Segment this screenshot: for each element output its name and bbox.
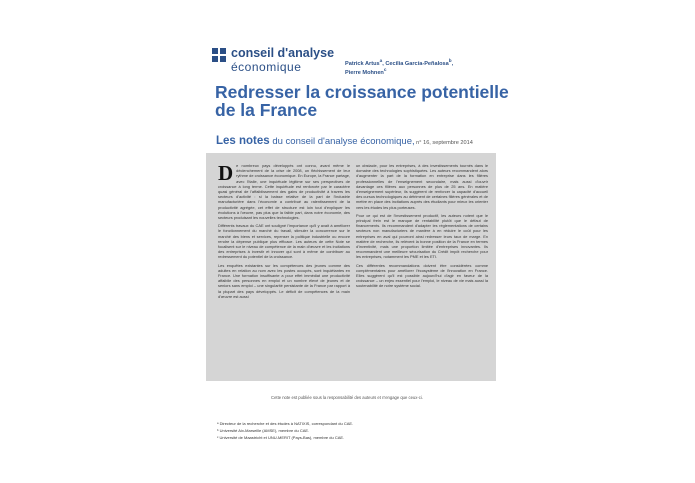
summary-box	[206, 153, 496, 381]
cae-logo	[212, 46, 352, 76]
footnote: ᶜ Université de Maastricht et UNU-MERIT (Pays-Bas), membre du CAE.	[217, 435, 345, 440]
issue-number: n° 16, septembre 2014	[414, 140, 473, 146]
page-title: Redresser la croissance potentielle de la France	[215, 82, 509, 120]
author-2: Cecilia García-Peñalosa	[385, 60, 449, 67]
summary-paragraph: De nombreux pays développés ont connu, avant même le déclenchement de la crise de 2008, un fléchissement de leur rythme de croissance économique. En Europe, la France partage, avec l'Italie, une inquiétude légitime sur ses perspectives de croissance à long terme. Cette inquiétude est renforcée par le caractère quasi général de l'affaiblissement des gains de productivité à travers les secteurs d'activité : si la baisse relative de la part de l'industrie manufacturière dans l'économie a contribué au ralentissement de la productivité agrégée, cet effet de structure est loin tout d'expliquer les évolutions à l'œuvre, pas plus que la faible part, dans notre économie, des secteurs produisant les nouvelles technologies.	[218, 161, 350, 221]
author-1: Patrick Artus	[345, 60, 380, 67]
footnote: ᵃ Directeur de la recherche et des études à NATIXIS, correspondant du CAE.	[217, 421, 354, 426]
summary-paragraph: Pour ce qui est de l'investissement productif, les auteurs notent que le principal frein est le manque de rentabilité plutôt que le défaut de financements. Ils recommandent d'adapter les réglementations de certains secteurs non manufacturiers de manière à en réduire le coût pour les entreprises en aval qui pourront ainsi redresser leurs taux de marge. En matière de recherche, ils relèvent la bonne position de la France en termes d'inventivité, mais une proportion limitée d'entreprises innovantes. Ils recommandent une meilleure sécurisation du Crédit impôt recherche pour les entreprises, notamment les PME et les ETI.	[356, 212, 488, 260]
summary-paragraph: Différents travaux du CAE ont souligné l'importance qu'il y avait à améliorer le fonctionnement du marché du travail, stimuler la concurrence sur le marché des biens et services, repenser la politique industrielle ou encore rendre la dépense publique plus efficace. Les auteurs de cette Note se focalisent sur le niveau de compétence de la main d'œuvre et les incitations des entreprises à investir et innover qui sont à même de contribuer au redressement du potentiel de la croissance.	[218, 223, 350, 260]
authors: Patrick Artus$^a$, Cecilia García-Peñalosa$^b$, Pierre Mohnen$^c$	[345, 58, 454, 77]
logo-line-1: conseil d'analyse	[231, 46, 335, 60]
dropcap: D	[218, 161, 234, 185]
series-label: Les notes	[216, 135, 270, 147]
footnotes	[217, 420, 467, 441]
footnote: ᵇ Université Aix-Marseille (AMSE), membre du CAE.	[217, 428, 310, 433]
summary-paragraph: Ces différentes recommandations doivent être considérées comme complémentaires pour améliorer l'écosystème de l'innovation en France. Elles suggèrent qu'il est possible aujourd'hui d'agir en faveur de la croissance – un enjeu essentiel pour l'emploi, le niveau de vie mais aussi la soutenabilité de notre système social.	[356, 262, 488, 289]
logo-line-2: économique	[231, 60, 302, 74]
author-3: Pierre Mohnen	[345, 70, 384, 77]
cae-logo-mark	[212, 48, 226, 62]
summary-paragraph: un obstacle, pour les entreprises, à des investissements tournés dans le domaine des technologies sophistiquées. Les auteurs recommandent alors d'augmenter la part de la formation en entreprise dans les filières professionnelles de l'enseignement secondaire, mais aussi d'ouvrir davantage ces filières aux personnes de plus de 25 ans. En matière d'enseignement supérieur, ils suggèrent de renforcer la capacité d'accueil des cursus technologiques au détriment de certaines filières générales et de mettre en place des incitations auprès des étudiants pour mieux les orienter vers les études les plus porteuses.	[356, 163, 488, 210]
summary-paragraph: Les enquêtes existantes sur les compétences des jeunes comme des adultes en relation au nom avec les postes occupés, sont inquiétantes en France. Une formation insuffisante a pour effet immédiat une productivité affaiblie des personnes en emploi et un nombre élevé de jeunes et de seniors sans emploi – une singularité persistante de la France par rapport à la plupart des pays développés. Le déficit de compétences de la main d'œuvre est aussi	[218, 262, 350, 299]
responsibility-note: Cette note est publiée sous la responsabilité des auteurs et n'engage que ceux-ci.	[271, 395, 423, 400]
series-line	[216, 135, 516, 147]
series-publisher: du conseil d'analyse économique,	[269, 136, 415, 147]
summary-column-left	[218, 163, 350, 302]
summary-column-right	[356, 163, 488, 292]
